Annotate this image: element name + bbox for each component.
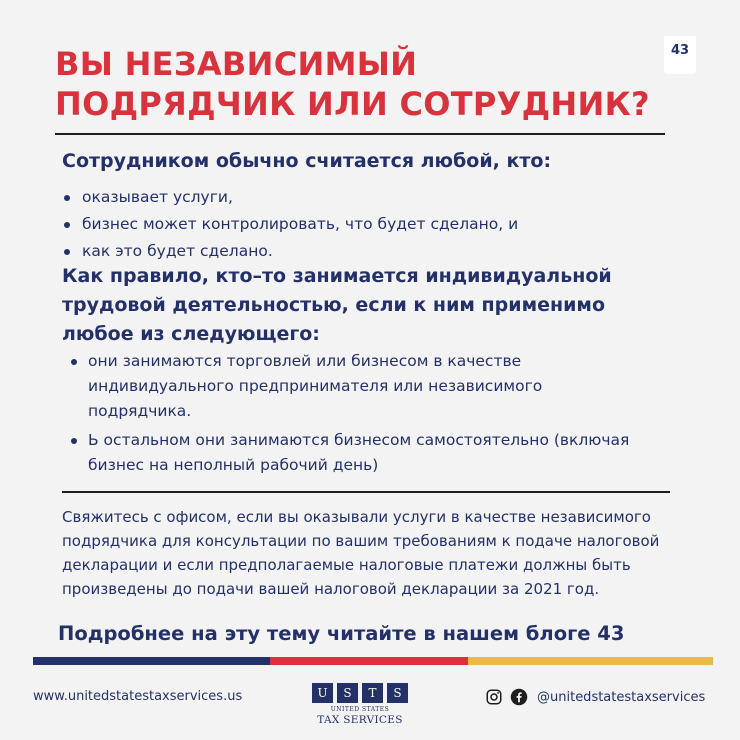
logo-name: TAX SERVICES bbox=[317, 714, 403, 726]
contractor-list bbox=[70, 349, 630, 482]
stripe-red bbox=[270, 657, 468, 665]
divider-bottom bbox=[62, 491, 670, 493]
usts-logo bbox=[312, 683, 408, 733]
blog-link-text[interactable]: Подробнее на эту тему читайте в нашем блоге 43 bbox=[58, 622, 625, 645]
social-links bbox=[485, 688, 705, 706]
page-title: ВЫ НЕЗАВИСИМЫЙ ПОДРЯДЧИК ИЛИ СОТРУДНИК? bbox=[55, 45, 650, 123]
website-link[interactable]: www.unitedstatestaxservices.us bbox=[33, 689, 243, 704]
contractor-heading: Как правило, кто–то занимается индивидуальной трудовой деятельностью, если к ним применимо любое из следующего: bbox=[62, 265, 612, 345]
employee-heading: Сотрудником обычно считается любой, кто: bbox=[62, 150, 552, 172]
contact-text: Свяжитесь с офисом, если вы оказывали услуги в качестве независимого подрядчика для консультации по вашим требованиям к подаче налоговой декларации и если предполагаемые налоговые платежи должны быть произведены до подачи вашей налоговой декларации за 2021 год. bbox=[62, 508, 660, 598]
list-item: они занимаются торговлей или бизнесом в качестве индивидуального предпринимателя или независимого подрядчика. bbox=[70, 349, 630, 424]
bullet-icon bbox=[64, 222, 70, 228]
page-number: 43 bbox=[670, 43, 690, 58]
logo-letters: U S T S bbox=[312, 683, 408, 703]
bullet-icon bbox=[64, 195, 70, 201]
page-number-tab bbox=[664, 36, 696, 74]
bullet-icon bbox=[71, 359, 77, 365]
stripe-blue bbox=[33, 657, 270, 665]
social-handle[interactable]: @unitedstatestaxservices bbox=[537, 689, 706, 705]
list-item: Ь остальном они занимаются бизнесом самостоятельно (включая бизнес на неполный рабочий день) bbox=[70, 428, 630, 478]
stripe-gold bbox=[468, 657, 713, 665]
instagram-icon[interactable] bbox=[485, 688, 503, 706]
list-item: оказывает услуги, bbox=[62, 184, 662, 211]
list-item: как это будет сделано. bbox=[62, 238, 662, 265]
facebook-icon[interactable] bbox=[510, 688, 528, 706]
divider-top bbox=[55, 133, 665, 135]
bullet-icon bbox=[71, 438, 77, 444]
bullet-icon bbox=[64, 249, 70, 255]
logo-subtitle: UNITED STATES bbox=[330, 706, 390, 713]
list-item: бизнес может контролировать, что будет сделано, и bbox=[62, 211, 662, 238]
employee-list bbox=[62, 184, 662, 265]
